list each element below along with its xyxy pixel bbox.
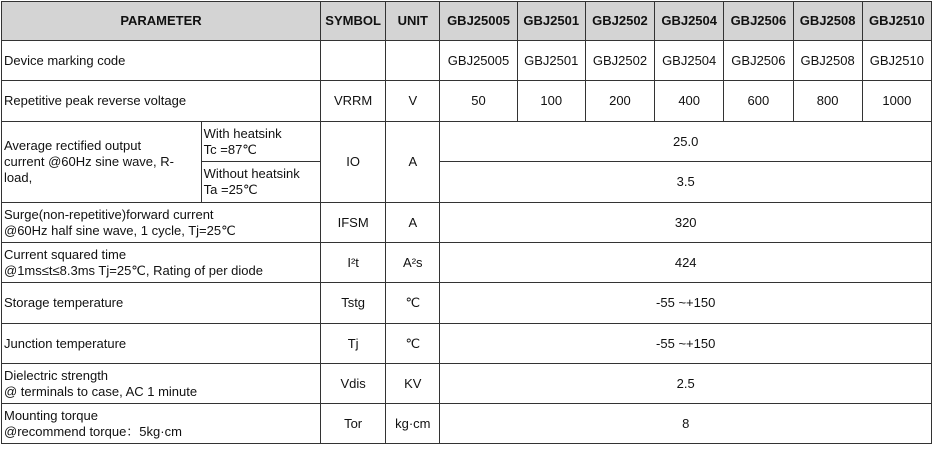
- param-tstg: Storage temperature: [2, 283, 321, 324]
- param-tor: [2, 404, 321, 444]
- cond-without-heatsink: [201, 162, 320, 203]
- unit-ifsm: A: [386, 203, 440, 243]
- symbol-ifsm: [321, 203, 386, 243]
- table-row: [2, 324, 932, 364]
- param-vdis: [2, 364, 321, 404]
- header-model: GBJ2506: [724, 2, 793, 41]
- vdis-value: 2.5: [440, 364, 932, 404]
- param-ifsm-line1: Surge(non-repetitive)forward current: [4, 206, 214, 222]
- i2t-value: 424: [440, 243, 932, 283]
- symbol-main: I: [346, 154, 350, 169]
- ratings-table: [1, 1, 932, 444]
- header-row: [2, 2, 932, 41]
- symbol-sub: dis: [349, 375, 366, 391]
- vrrm-value: 200: [585, 81, 654, 122]
- param-ifsm-line2: @60Hz half sine wave, 1 cycle, Tj=25℃: [4, 222, 236, 238]
- symbol-sub: RRM: [342, 93, 373, 108]
- ifsm-value: 320: [440, 203, 932, 243]
- header-model: GBJ25005: [440, 2, 517, 41]
- cond1-line2: Tc =87℃: [203, 141, 257, 157]
- header-model: GBJ2501: [517, 2, 585, 41]
- unit-tstg: ℃: [386, 283, 440, 324]
- param-io-line3: load,: [4, 170, 33, 185]
- param-tor-line2: @recommend torque：5kg·cm: [4, 423, 182, 439]
- symbol-sub: FSM: [341, 214, 369, 230]
- io-value-heatsink: 25.0: [440, 122, 932, 162]
- symbol-vrrm: [321, 81, 386, 122]
- symbol-marking: [321, 41, 386, 81]
- io-value-no-heatsink: 3.5: [440, 162, 932, 203]
- unit-i2t: A²s: [386, 243, 440, 283]
- vrrm-value: 50: [440, 81, 517, 122]
- symbol-main: T: [347, 335, 356, 351]
- tstg-value: -55 ~+150: [440, 283, 932, 324]
- param-i2t: [2, 243, 321, 283]
- symbol-tj: [321, 324, 386, 364]
- param-vdis-line2: @ terminals to case, AC 1 minute: [4, 383, 198, 399]
- marking-value: GBJ2508: [793, 41, 862, 81]
- marking-value: GBJ25005: [440, 41, 517, 81]
- symbol-i2t: I²t: [321, 243, 386, 283]
- param-ifsm: [2, 203, 321, 243]
- header-model: GBJ2502: [585, 2, 654, 41]
- header-parameter: PARAMETER: [2, 2, 321, 41]
- unit-vrrm: V: [386, 81, 440, 122]
- symbol-main: V: [340, 375, 350, 391]
- vrrm-value: 400: [655, 81, 724, 122]
- unit-tor: kg·cm: [386, 404, 440, 444]
- header-model: GBJ2504: [655, 2, 724, 41]
- symbol-sub: j: [355, 335, 359, 351]
- marking-value: GBJ2510: [862, 41, 931, 81]
- param-i2t-line2: @1ms≤t≤8.3ms Tj=25℃, Rating of per diode: [4, 262, 263, 278]
- param-io: [2, 122, 202, 203]
- cond1-line1: With heatsink: [203, 125, 282, 141]
- vrrm-value: 100: [517, 81, 585, 122]
- symbol-main: T: [341, 295, 348, 310]
- vrrm-value: 600: [724, 81, 793, 122]
- param-io-line2: current @60Hz sine wave, R-: [4, 154, 174, 169]
- cond2-line2: Ta =25℃: [203, 182, 258, 197]
- table-row: [2, 364, 932, 404]
- param-marking: Device marking code: [2, 41, 321, 81]
- header-model: GBJ2508: [793, 2, 862, 41]
- marking-value: GBJ2506: [724, 41, 793, 81]
- unit-tj: ℃: [386, 324, 440, 364]
- table-row: [2, 404, 932, 444]
- cond2-line1: Without heatsink: [203, 166, 300, 181]
- symbol-tor: Tor: [321, 404, 386, 444]
- param-io-line1: Average rectified output: [4, 138, 142, 153]
- symbol-sub: stg: [347, 295, 366, 310]
- param-tor-line1: Mounting torque: [4, 407, 98, 423]
- symbol-sub: O: [349, 154, 360, 169]
- symbol-io: [321, 122, 386, 203]
- param-i2t-line1: Current squared time: [4, 246, 127, 262]
- marking-value: GBJ2502: [585, 41, 654, 81]
- vrrm-value: 800: [793, 81, 862, 122]
- table-row: [2, 283, 932, 324]
- table-row: [2, 122, 932, 162]
- header-unit: UNIT: [386, 2, 440, 41]
- header-model: GBJ2510: [862, 2, 931, 41]
- unit-vdis: KV: [386, 364, 440, 404]
- marking-value: GBJ2501: [517, 41, 585, 81]
- param-vrrm: Repetitive peak reverse voltage: [2, 81, 321, 122]
- vrrm-value: 1000: [862, 81, 931, 122]
- table-row: [2, 81, 932, 122]
- symbol-vdis: [321, 364, 386, 404]
- symbol-tstg: [321, 283, 386, 324]
- tj-value: -55 ~+150: [440, 324, 932, 364]
- param-vdis-line1: Dielectric strength: [4, 367, 109, 383]
- header-symbol: SYMBOL: [321, 2, 386, 41]
- table-row: [2, 203, 932, 243]
- symbol-main: V: [333, 93, 343, 108]
- table-row: [2, 41, 932, 81]
- marking-value: GBJ2504: [655, 41, 724, 81]
- unit-marking: [386, 41, 440, 81]
- table-row: [2, 243, 932, 283]
- unit-io: A: [386, 122, 440, 203]
- param-tj: Junction temperature: [2, 324, 321, 364]
- symbol-main: I: [337, 214, 342, 230]
- tor-value: 8: [440, 404, 932, 444]
- cond-with-heatsink: [201, 122, 320, 162]
